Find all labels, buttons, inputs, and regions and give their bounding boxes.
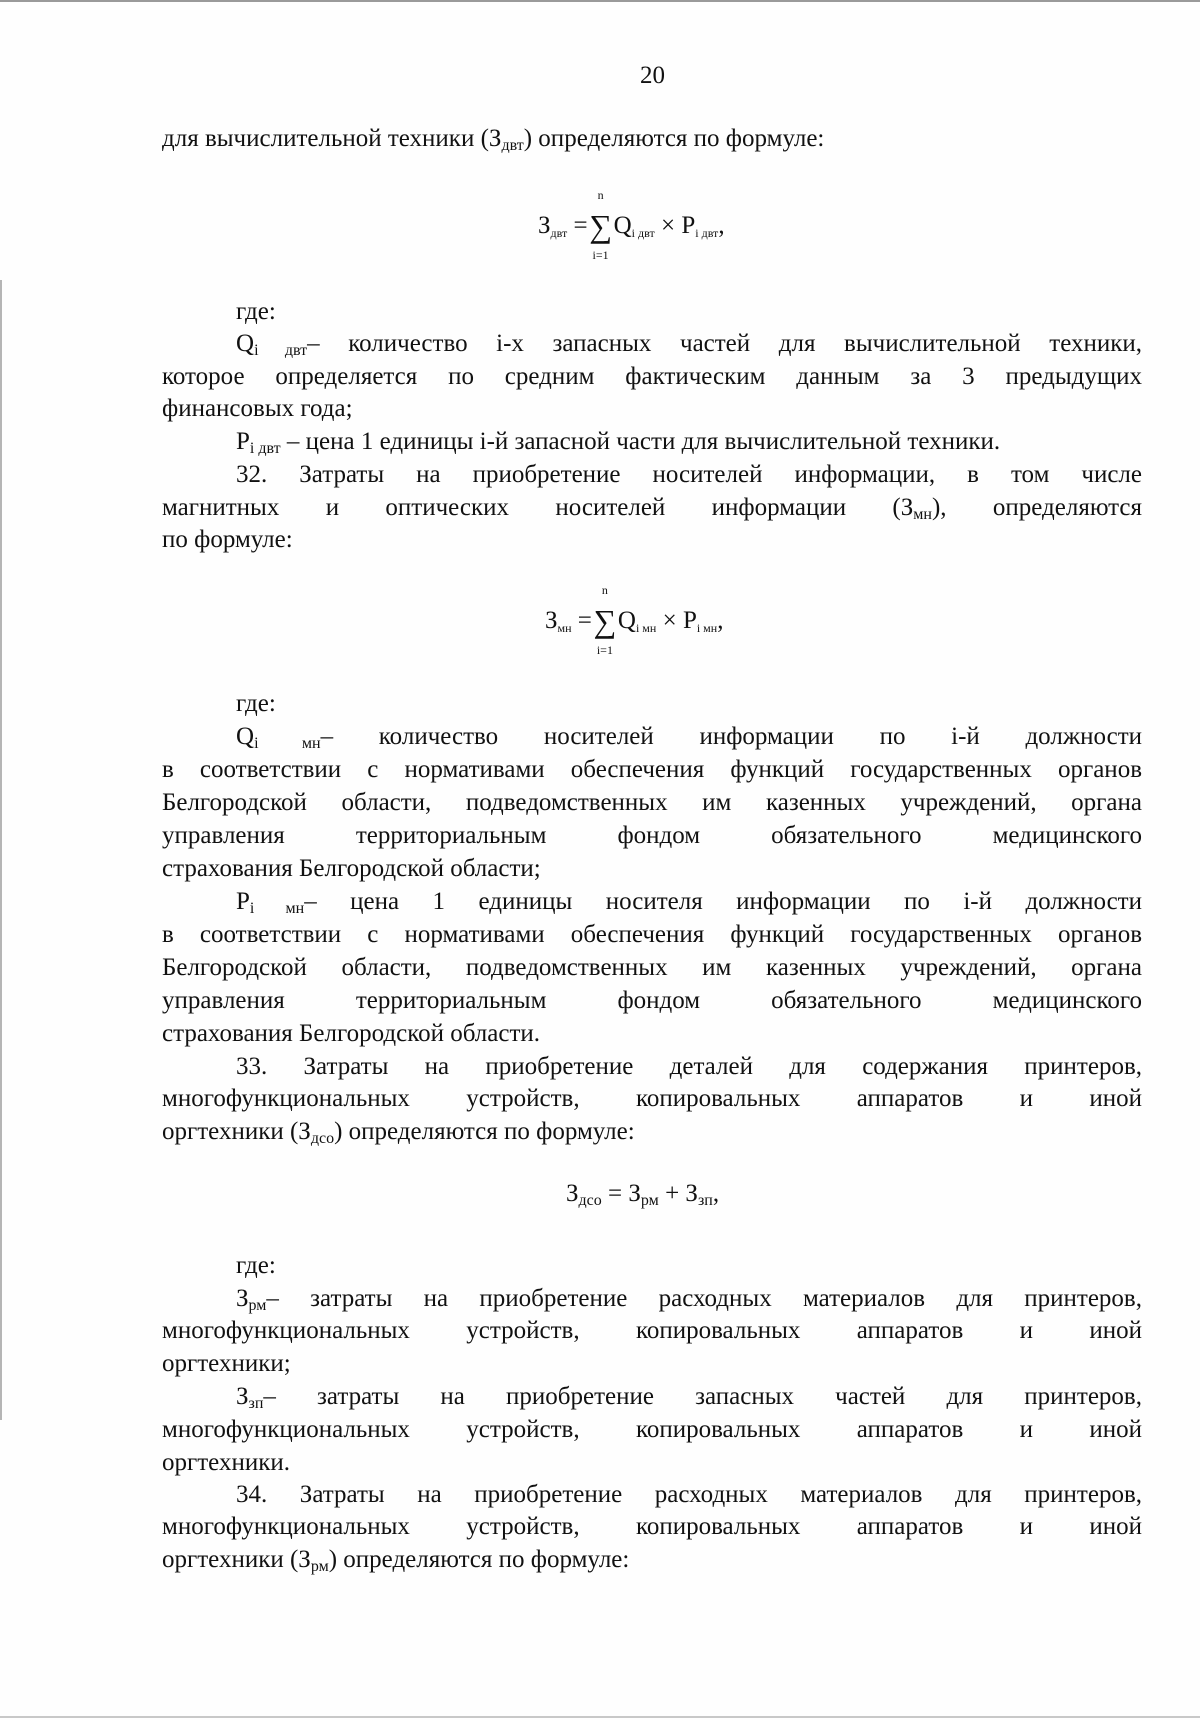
z-zp-line1 xyxy=(236,1380,1142,1413)
item34-text-a: оргтехники (З xyxy=(162,1546,311,1573)
p-dvt-sub: i двт xyxy=(249,440,281,457)
q-mn-line5: страхования Белгородской области; xyxy=(162,855,541,882)
item32-text-b: ), определяются xyxy=(931,494,1143,521)
p-mn-line2: в соответствии с нормативами обеспечения функций государственных органов xyxy=(162,921,1142,948)
q-dvt-line3: финансовых года; xyxy=(162,395,353,422)
z-rm-sub: рм xyxy=(248,1297,267,1314)
formula3-eq: = xyxy=(601,1180,629,1207)
sum-upper: n xyxy=(597,188,604,202)
q-dvt-symbol: Q xyxy=(236,330,255,357)
formula2-end: , xyxy=(717,607,724,634)
formula3-c-sub: зп xyxy=(697,1192,713,1209)
scan-edge-bottom xyxy=(0,1716,1200,1718)
q-mn-line1 xyxy=(236,720,1142,753)
sum-sign-2: ∑ n i=1 xyxy=(593,583,617,657)
formula2-eq: = xyxy=(577,607,592,634)
q-dvt-text: – количество i-х запасных частей для вычислительной техники, xyxy=(307,330,1142,357)
z-zp-sub: зп xyxy=(248,1395,264,1412)
formula3-b: З xyxy=(628,1180,641,1207)
formula-z-dvt xyxy=(538,188,725,262)
intro-text: для вычислительной техники (З xyxy=(162,125,502,152)
item34-sub: рм xyxy=(310,1558,329,1575)
q-dvt-line1 xyxy=(236,327,1142,360)
item33-text-a: оргтехники (З xyxy=(162,1118,311,1145)
formula2-p: P xyxy=(682,607,697,634)
formula3-b-sub: рм xyxy=(640,1192,659,1209)
z-zp-line2: многофункциональных устройств, копировальных аппаратов и иной xyxy=(162,1416,1142,1443)
z-zp-symbol: З xyxy=(236,1383,249,1410)
formula2-times: × xyxy=(662,607,677,634)
formula3-plus: + xyxy=(658,1180,686,1207)
z-rm-symbol: З xyxy=(236,1285,249,1312)
z-rm-line1 xyxy=(236,1282,1142,1315)
q-mn-line2: в соответствии с нормативами обеспечения функций государственных органов xyxy=(162,756,1142,783)
q-mn-sub: i мн xyxy=(254,735,321,752)
formula1-p-sub: i двт xyxy=(695,226,719,240)
item34-line1: 34. Затраты на приобретение расходных материалов для принтеров, xyxy=(236,1481,1142,1508)
z-rm-line3: оргтехники; xyxy=(162,1350,291,1377)
where-label-1: где: xyxy=(236,298,276,325)
formula2-lhs-sub: мн xyxy=(557,621,572,635)
formula-z-dso xyxy=(566,1180,719,1208)
formula1-q-sub: i двт xyxy=(631,226,655,240)
formula-z-mn xyxy=(545,583,724,657)
formula3-a: З xyxy=(566,1180,579,1207)
formula2-q-sub: i мн xyxy=(635,621,657,635)
page-number: 20 xyxy=(640,62,665,89)
formula1-times: × xyxy=(660,212,676,239)
where-label-3: где: xyxy=(236,1252,276,1279)
item32-text-a: магнитных и оптических носителей информации (З xyxy=(162,494,914,521)
sum-lower: i=1 xyxy=(592,248,609,262)
formula2-lhs: З xyxy=(545,607,558,634)
scan-edge-top xyxy=(0,0,1200,2)
formula3-c: З xyxy=(685,1180,698,1207)
item34-line2: многофункциональных устройств, копировальных аппаратов и иной xyxy=(162,1513,1142,1540)
z-zp-line3: оргтехники. xyxy=(162,1449,290,1476)
item32-line1: 32. Затраты на приобретение носителей информации, в том числе xyxy=(236,461,1142,488)
q-mn-line3: Белгородской области, подведомственных им казенных учреждений, органа xyxy=(162,789,1142,816)
p-mn-text: – цена 1 единицы носителя информации по i-й должности xyxy=(304,888,1142,915)
p-dvt-line xyxy=(236,425,1142,458)
formula3-a-sub: дсо xyxy=(578,1192,602,1209)
sum-sign: ∑ n i=1 xyxy=(589,188,613,262)
p-mn-symbol: P xyxy=(236,888,250,915)
z-rm-text: – затраты на приобретение расходных материалов для принтеров, xyxy=(266,1285,1142,1312)
q-mn-text: – количество носителей информации по i-й должности xyxy=(320,723,1142,750)
q-dvt-sub: i двт xyxy=(254,342,308,359)
intro-line xyxy=(162,122,1142,155)
formula3-end: , xyxy=(712,1180,720,1207)
intro-tail: ) определяются по формуле: xyxy=(523,125,825,152)
where-label-2: где: xyxy=(236,690,276,717)
p-dvt-symbol: P xyxy=(236,428,250,455)
z-rm-line2: многофункциональных устройств, копировальных аппаратов и иной xyxy=(162,1317,1142,1344)
item32-sub: мн xyxy=(913,506,932,523)
formula2-q: Q xyxy=(617,607,636,634)
item33-sub: дсо xyxy=(310,1130,335,1147)
p-mn-line1 xyxy=(236,885,1142,918)
q-mn-symbol: Q xyxy=(236,723,255,750)
scan-edge-left xyxy=(0,280,2,1420)
formula1-q: Q xyxy=(613,212,632,239)
p-dvt-text: – цена 1 единицы i-й запасной части для вычислительной техники. xyxy=(286,428,1001,455)
intro-sub: двт xyxy=(501,137,524,154)
p-mn-line4: управления территориальным фондом обязательного медицинского xyxy=(162,987,1142,1014)
formula1-p: P xyxy=(681,212,696,239)
item32-line3: по формуле: xyxy=(162,526,293,553)
q-dvt-line2: которое определяется по средним фактическим данным за 3 предыдущих xyxy=(162,363,1142,390)
item34-text-b: ) определяются по формуле: xyxy=(328,1546,630,1573)
formula1-eq: = xyxy=(573,212,588,239)
q-mn-line4: управления территориальным фондом обязательного медицинского xyxy=(162,822,1142,849)
item32-line2 xyxy=(162,491,1142,524)
formula1-lhs: З xyxy=(538,212,551,239)
item33-line3 xyxy=(162,1115,1142,1148)
z-zp-text: – затраты на приобретение запасных частей для принтеров, xyxy=(263,1383,1142,1410)
p-mn-line3: Белгородской области, подведомственных им казенных учреждений, органа xyxy=(162,954,1142,981)
p-mn-sub: i мн xyxy=(249,900,305,917)
item33-text-b: ) определяются по формуле: xyxy=(334,1118,635,1145)
sum2-lower: i=1 xyxy=(596,643,613,657)
sum2-upper: n xyxy=(601,583,608,597)
item33-line1: 33. Затраты на приобретение деталей для содержания принтеров, xyxy=(236,1053,1142,1080)
p-mn-line5: страхования Белгородской области. xyxy=(162,1020,541,1047)
formula2-p-sub: i мн xyxy=(696,621,718,635)
formula1-lhs-sub: двт xyxy=(550,226,568,240)
item33-line2: многофункциональных устройств, копировальных аппаратов и иной xyxy=(162,1085,1142,1112)
item34-line3 xyxy=(162,1543,1142,1576)
formula1-end: , xyxy=(718,212,725,239)
